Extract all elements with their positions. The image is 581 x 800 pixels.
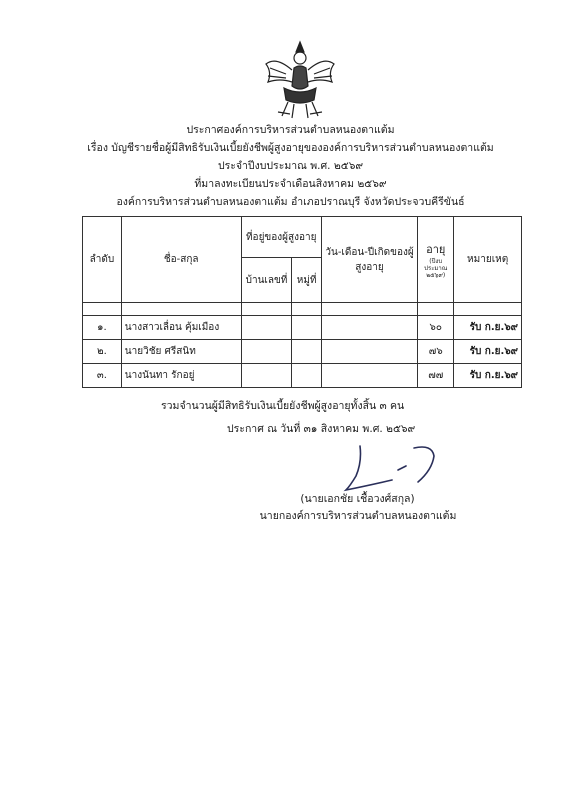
document-heading [60,121,521,211]
heading-line-2: เรื่อง บัญชีรายชื่อผู้มีสิทธิรับเงินเบี้ยยังชีพผู้สูงอายุขององค์การบริหารส่วนตำบลหนองตาแต้ม [87,142,494,154]
row-no: ๒. [83,340,122,364]
handwritten-signature [336,440,476,496]
header-village: หมู่ที่ [292,258,321,303]
heading-line-5: องค์การบริหารส่วนตำบลหนองตาแต้ม อำเภอปราณบุรี จังหวัดประจวบคีรีขันธ์ [116,196,465,208]
row-remark: รับ ก.ย.๖๙ [454,316,522,340]
row-village [292,316,321,340]
row-birth [321,340,417,364]
row-name: นางสาวเลื่อน คุ้มเมือง [121,316,241,340]
row-village [292,340,321,364]
beneficiary-table [82,216,522,388]
header-no: ลำดับ [83,217,122,303]
row-no: ๑. [83,316,122,340]
header-remark: หมายเหตุ [454,217,522,303]
row-village [292,364,321,388]
row-name: นายวิชัย ศรีสนิท [121,340,241,364]
header-address: ที่อยู่ของผู้สูงอายุ [241,217,321,258]
table-row [83,340,522,364]
total-count-text: รวมจำนวนผู้มีสิทธิรับเงินเบี้ยยังชีพผู้สูงอายุทั้งสิ้น ๓ คน [161,400,405,412]
row-birth [321,364,417,388]
row-no: ๓. [83,364,122,388]
row-age: ๖๐ [418,316,454,340]
signer-title: นายกองค์การบริหารส่วนตำบลหนองตาแต้ม [259,510,457,522]
row-house-no [241,364,292,388]
row-age: ๗๖ [418,340,454,364]
row-age: ๗๗ [418,364,454,388]
header-age-note-3: ๒๕๖๙) [426,272,446,279]
header-age-label: อายุ [426,243,446,256]
header-name: ชื่อ-สกุล [121,217,241,303]
heading-line-1: ประกาศองค์การบริหารส่วนตำบลหนองตาแต้ม [186,124,395,136]
row-name: นางนันทา รักอยู่ [121,364,241,388]
header-birth: วัน-เดือน-ปีเกิดของผู้สูงอายุ [321,217,417,303]
announcement-date: ประกาศ ณ วันที่ ๓๑ สิงหาคม พ.ศ. ๒๕๖๙ [227,423,416,435]
header-age-note-2: ประมาณ [424,265,448,272]
signer-name: (นายเอกชัย เชื้อวงศ์สกุล) [300,493,415,505]
garuda-emblem-icon [258,38,342,122]
table-row [83,316,522,340]
header-age-note-1: (ปีงบ [429,258,443,265]
row-remark: รับ ก.ย.๖๙ [454,340,522,364]
table-spacer-row [83,303,522,316]
row-birth [321,316,417,340]
table-row [83,364,522,388]
row-remark: รับ ก.ย.๖๙ [454,364,522,388]
heading-line-4: ที่มาลงทะเบียนประจำเดือนสิงหาคม ๒๕๖๙ [194,178,387,190]
heading-line-3: ประจำปีงบประมาณ พ.ศ. ๒๕๖๙ [217,160,364,172]
header-house-no: บ้านเลขที่ [241,258,292,303]
row-house-no [241,316,292,340]
header-age [418,217,454,303]
row-house-no [241,340,292,364]
